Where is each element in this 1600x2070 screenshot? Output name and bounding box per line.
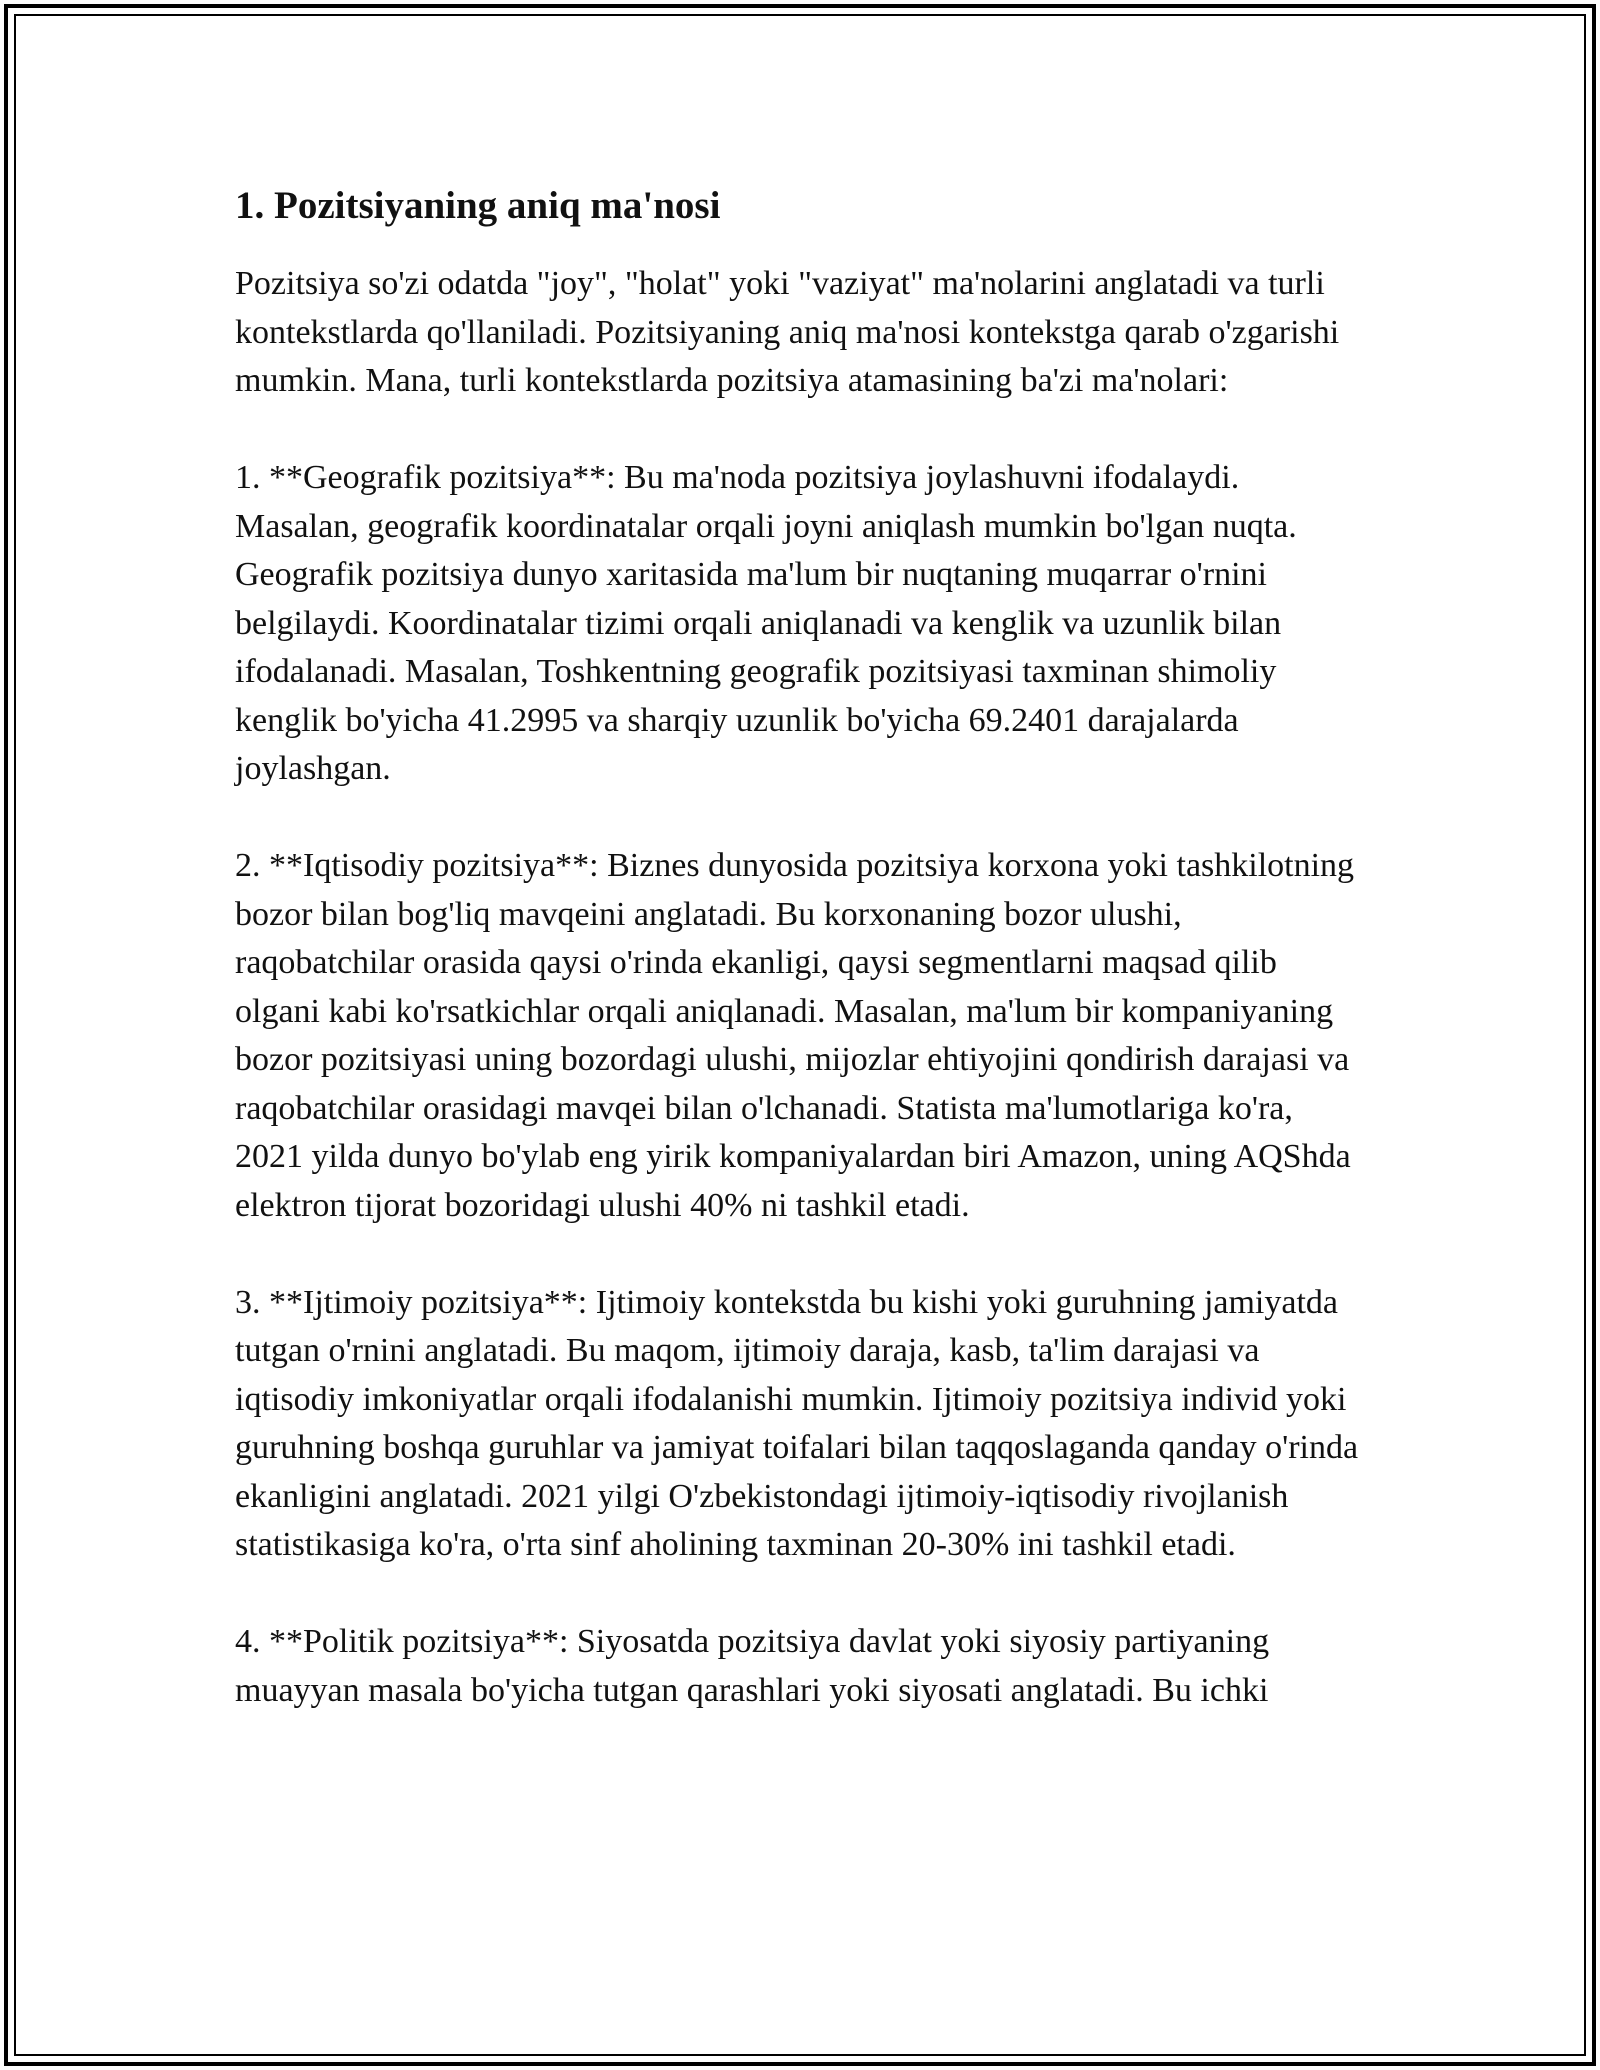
paragraph-economic: 2. **Iqtisodiy pozitsiya**: Biznes dunyosida pozitsiya korxona yoki tashkilotning bozor bilan bog'liq mavqeini anglatadi. Bu korxonaning bozor ulushi, raqobatchilar orasida qaysi o'rinda ekanligi, qaysi segmentlarni maqsad qilib olgani kabi ko'rsatkichlar orqali aniqlanadi. Masalan, ma'lum bir kompaniyaning bozor pozitsiyasi uning bozordagi ulushi, mijozlar ehtiyojini qondirish darajasi va raqobatchilar orasidagi mavqei bilan o'lchanadi. Statista ma'lumotlariga ko'ra, 2021 yilda dunyo bo'ylab eng yirik kompaniyalardan biri Amazon, uning AQShda elektron tijorat bozoridagi ulushi 40% ni tashkil etadi. <box>235 847 1355 1224</box>
document-title: 1. Pozitsiyaning aniq ma'nosi <box>235 184 721 227</box>
paragraph-intro: Pozitsiya so'zi odatda "joy", "holat" yoki "vaziyat" ma'nolarini anglatadi va turli kontekstlarda qo'llaniladi. Pozitsiyaning aniq ma'nosi kontekstga qarab o'zgarishi mumkin. Mana, turli kontekstlarda pozitsiya atamasining ba'zi ma'nolari: <box>235 265 1340 399</box>
paragraph-geographic: 1. **Geografik pozitsiya**: Bu ma'noda pozitsiya joylashuvni ifodalaydi. Masalan, geografik koordinatalar orqali joyni aniqlash mumkin bo'lgan nuqta. Geografik pozitsiya dunyo xaritasida ma'lum bir nuqtaning muqarrar o'rnini belgilaydi. Koordinatalar tizimi orqali aniqlanadi va kenglik va uzunlik bilan ifodalanadi. Masalan, Toshkentning geografik pozitsiyasi taxminan shimoliy kenglik bo'yicha 41.2995 va sharqiy uzunlik bo'yicha 69.2401 darajalarda joylashgan. <box>235 459 1297 787</box>
document-body <box>235 180 1365 1764</box>
paragraph-political: 4. **Politik pozitsiya**: Siyosatda pozitsiya davlat yoki siyosiy partiyaning muayyan masala bo'yicha tutgan qarashlari yoki siyosati anglatadi. Bu ichki <box>235 1623 1270 1709</box>
paragraph-social: 3. **Ijtimoiy pozitsiya**: Ijtimoiy kontekstda bu kishi yoki guruhning jamiyatda tutgan o'rnini anglatadi. Bu maqom, ijtimoiy daraja, kasb, ta'lim darajasi va iqtisodiy imkoniyatlar orqali ifodalanishi mumkin. Ijtimoiy pozitsiya individ yoki guruhning boshqa guruhlar va jamiyat toifalari bilan taqqoslaganda qanday o'rinda ekanligini anglatadi. 2021 yilgi O'zbekistondagi ijtimoiy-iqtisodiy rivojlanish statistikasiga ko'ra, o'rta sinf aholining taxminan 20-30% ini tashkil etadi. <box>235 1283 1359 1563</box>
